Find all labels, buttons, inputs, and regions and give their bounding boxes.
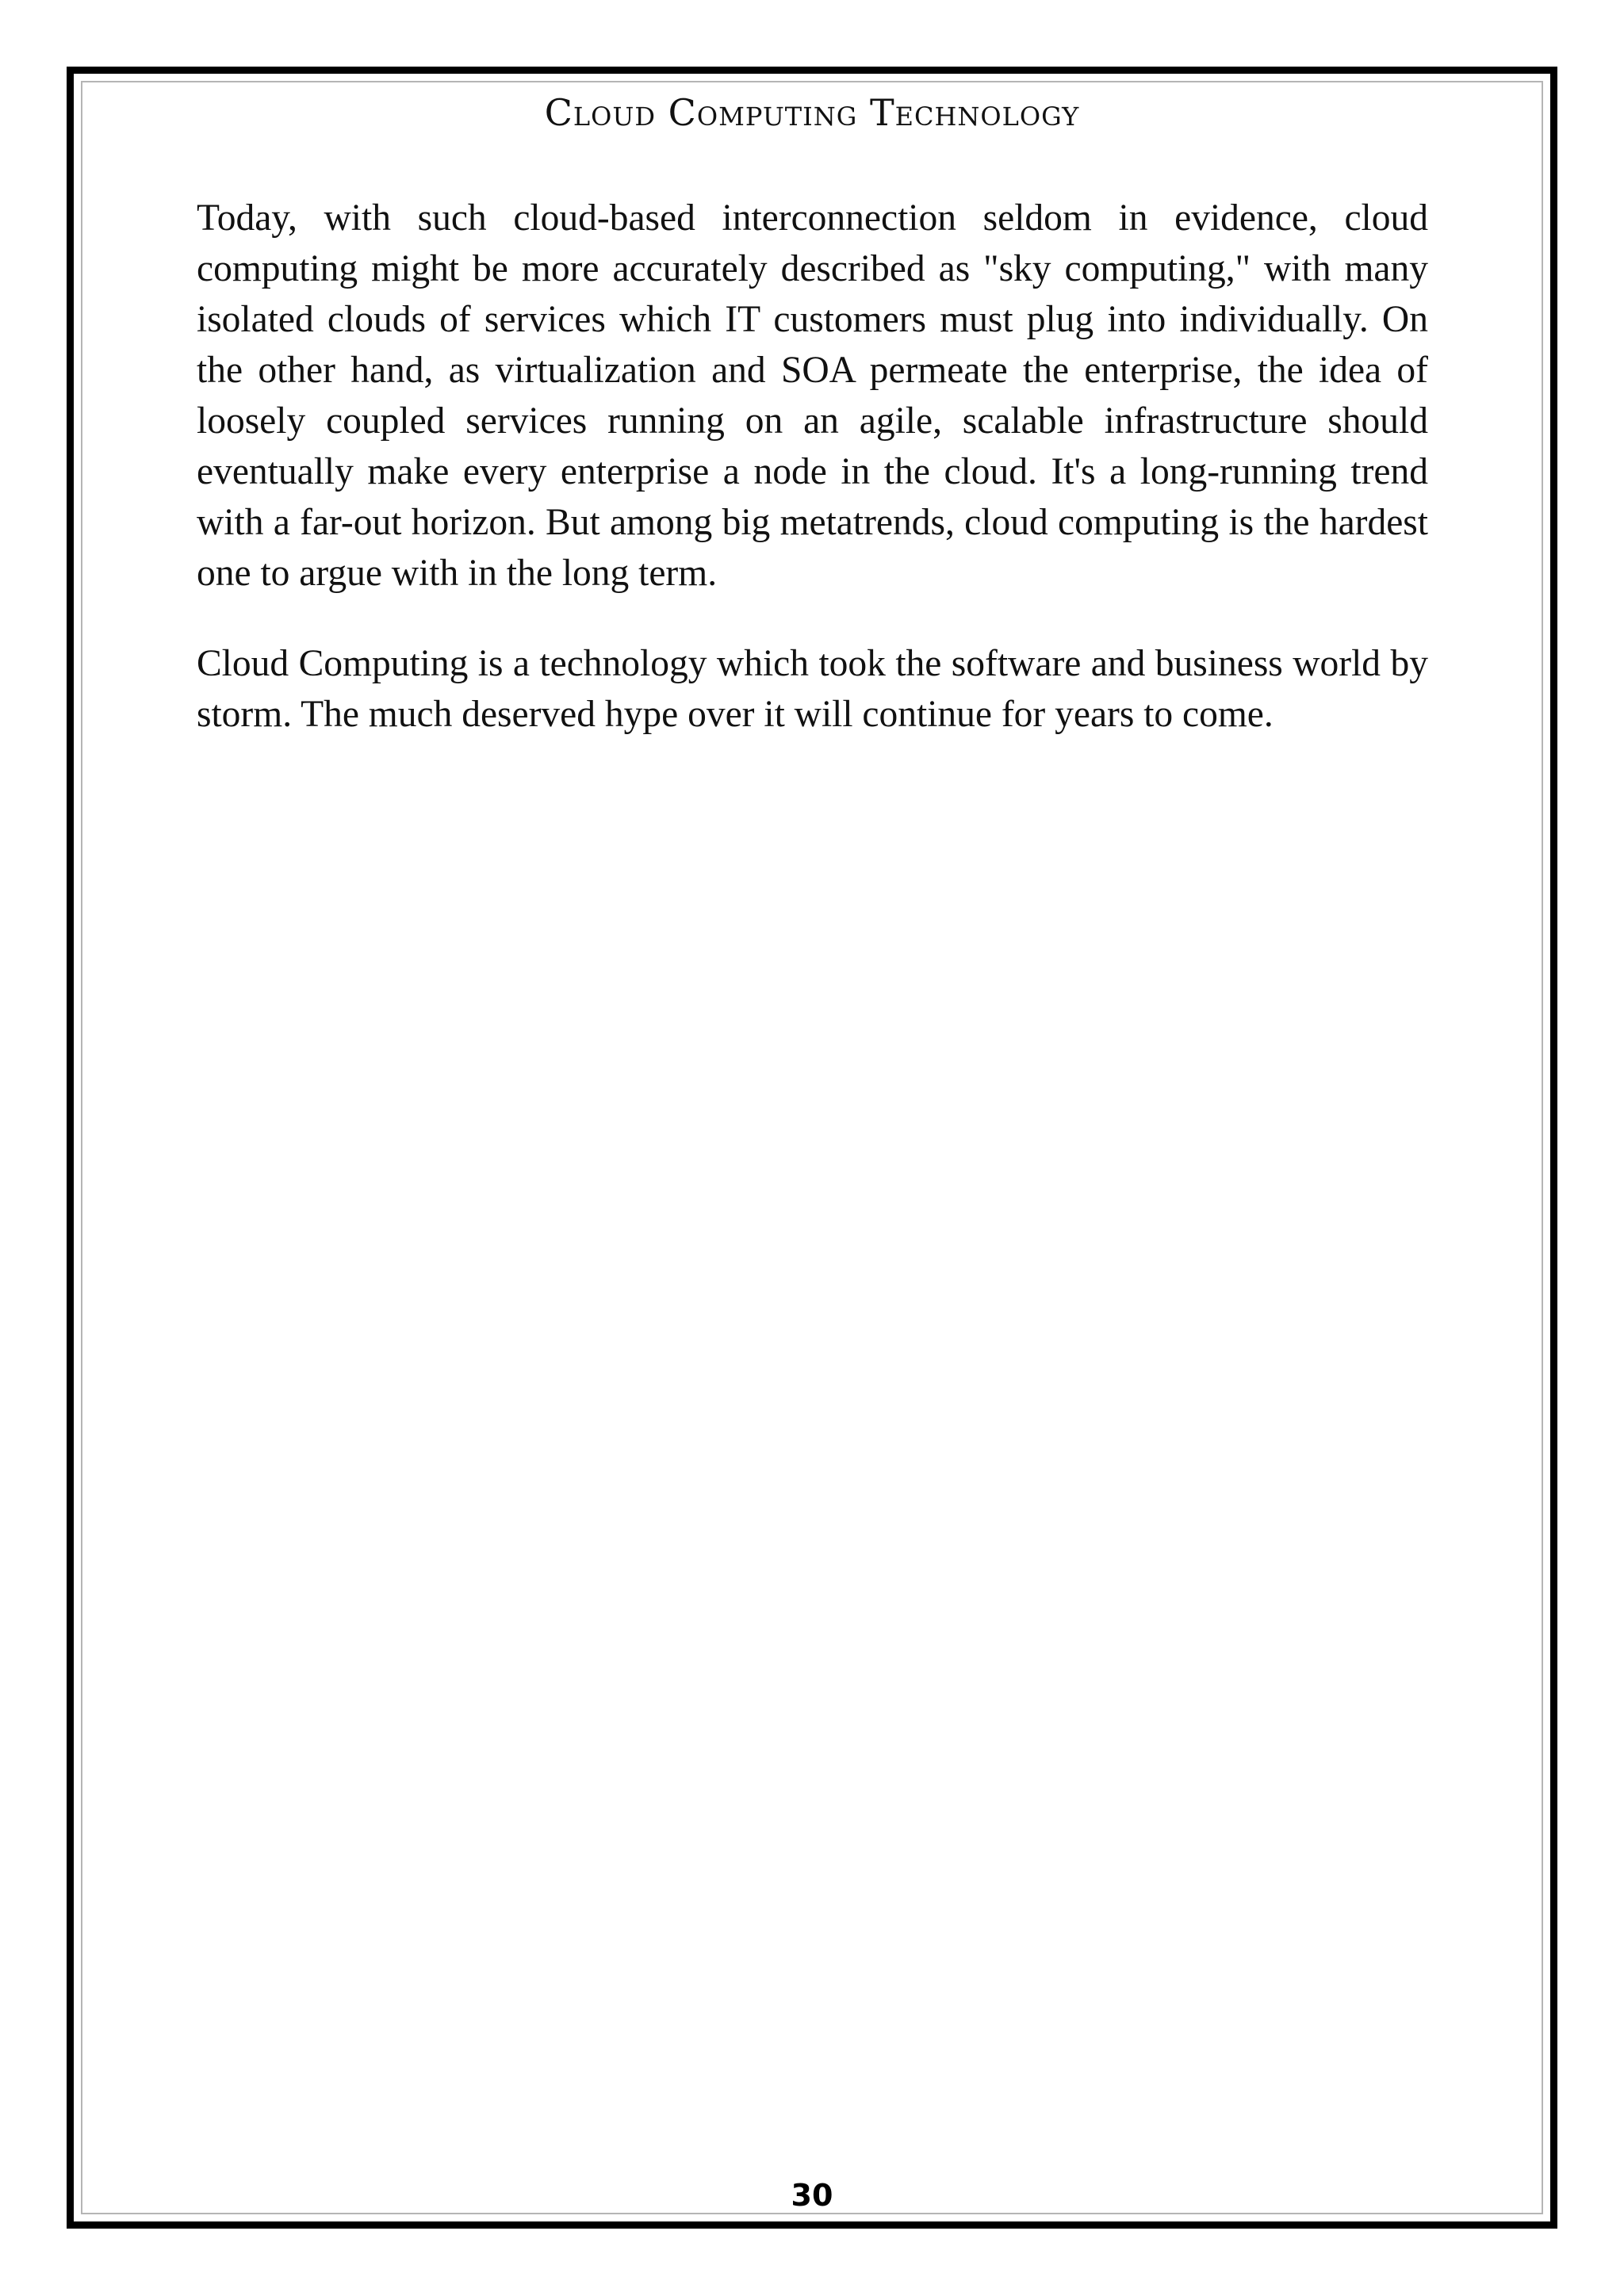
running-header-title: Cloud Computing Technology — [544, 91, 1080, 134]
body-paragraph-2: Cloud Computing is a technology which took the software and business world by storm. The much deserved hype over it will continue for years to come. — [197, 643, 1428, 735]
document-body — [197, 193, 1428, 779]
page-number: 30 — [791, 2178, 833, 2213]
body-paragraph-1: Today, with such cloud-based interconnection seldom in evidence, cloud computing might be more accurately described as "sky computing," with many isolated clouds of services which IT customers must plug into individually. On the other hand, as virtualization and SOA permeate the enterprise, the idea of loosely coupled services running on an agile, scalable infrastructure should eventually make every enterprise a node in the cloud. It's a long-running trend with a far-out horizon. But among big metatrends, cloud computing is the hardest one to argue with in the long term. — [197, 197, 1428, 594]
